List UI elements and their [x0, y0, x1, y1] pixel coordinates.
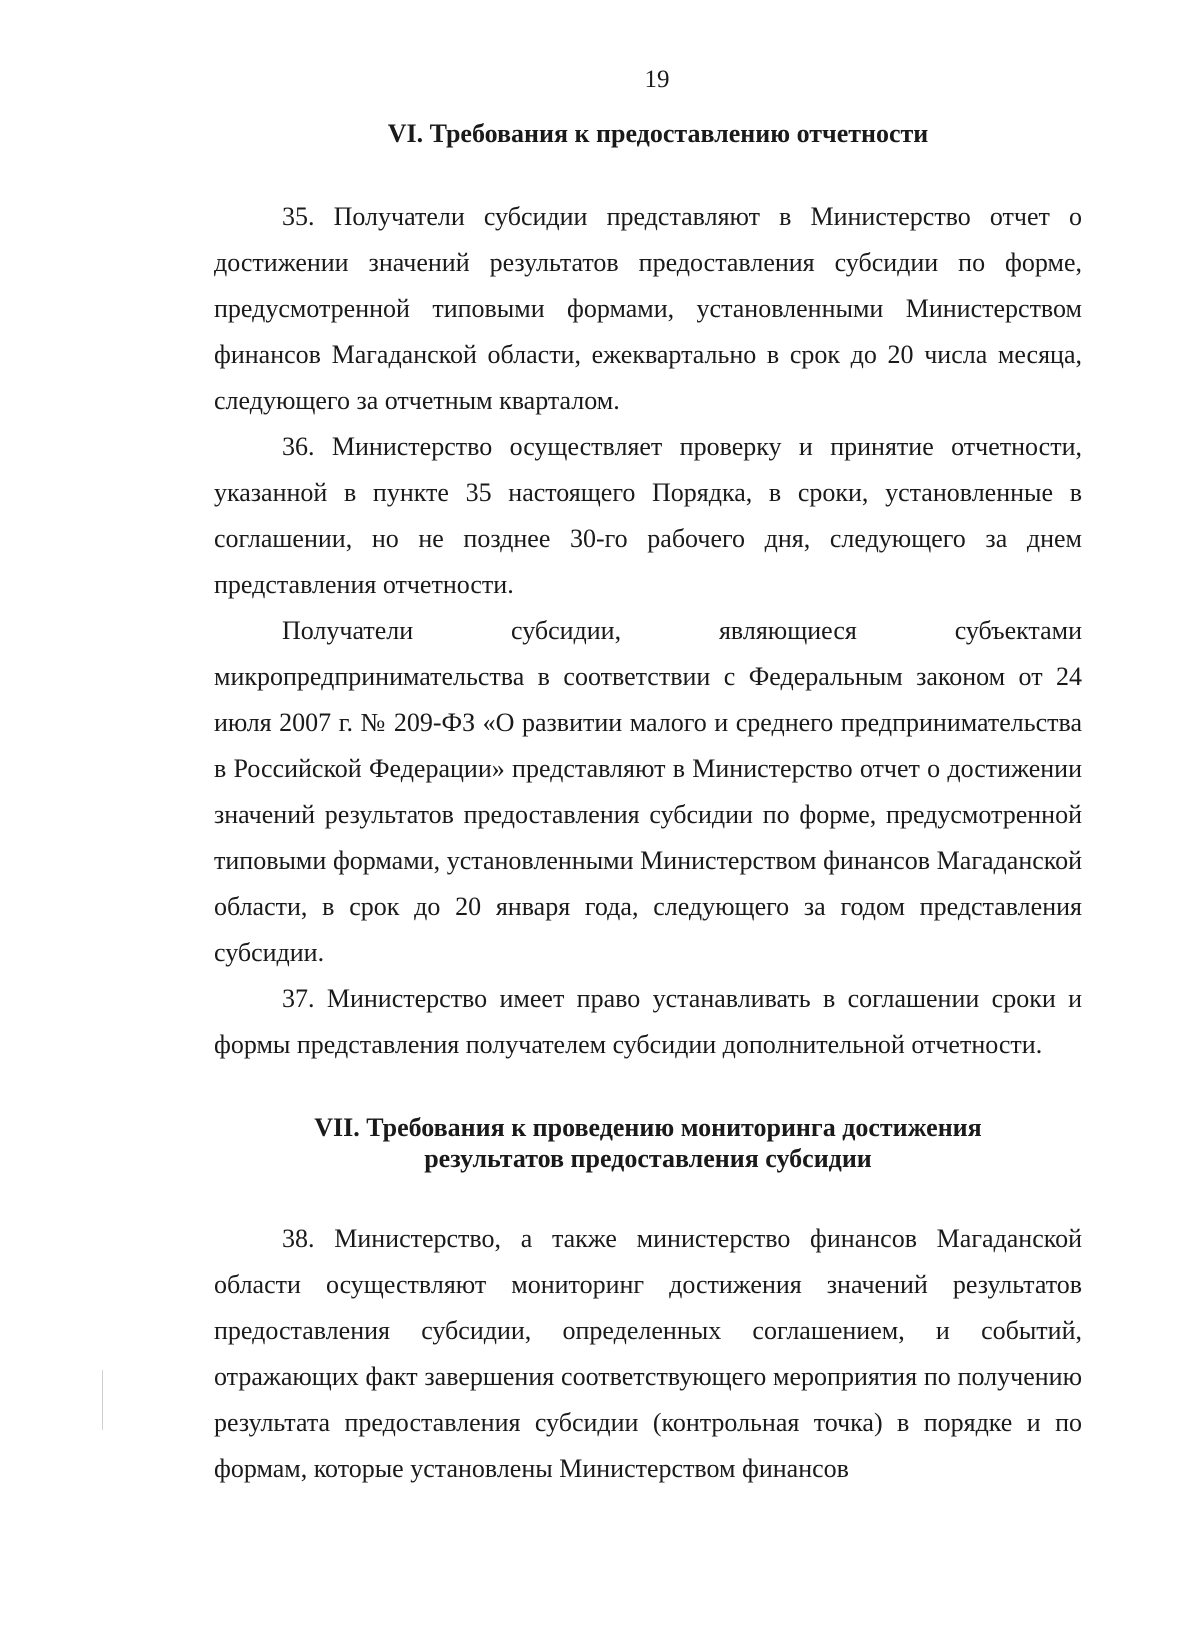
page-content: [214, 118, 1082, 1492]
paragraph-36: 36. Министерство осуществляет проверку и принятие отчетности, указанной в пункте 35 настоящего Порядка, в сроки, установленные в соглашении, но не позднее 30-го рабочего дня, следующего за днем представления отчетности.: [214, 432, 1082, 599]
section-7-heading: [214, 1112, 1082, 1174]
paragraph-38: 38. Министерство, а также министерство финансов Магаданской области осуществляют мониторинг достижения значений результатов предоставления субсидии, определенных соглашением, и событий, отражающих факт завершения соответствующего мероприятия по получению результата предоставления субсидии (контрольная точка) в порядке и по формам, которые установлены Министерством финансов: [214, 1224, 1082, 1483]
section-7-heading-line-2: результатов предоставления субсидии: [424, 1144, 872, 1173]
section-6-heading: VI. Требования к предоставлению отчетности: [387, 119, 929, 148]
page-number: 19: [644, 66, 670, 93]
paragraph-35: 35. Получатели субсидии представляют в Министерство отчет о достижении значений результатов предоставления субсидии по форме, предусмотренной типовыми формами, установленными Министерством финансов Магаданской области, ежеквартально в срок до 20 числа месяца, следующего за отчетным кварталом.: [214, 202, 1082, 415]
paragraph-37: 37. Министерство имеет право устанавливать в соглашении сроки и формы представления получателем субсидии дополнительной отчетности.: [214, 984, 1082, 1059]
paragraph-36-microenterprise: Получатели субсидии, являющиеся субъектами микропредпринимательства в соответствии с Федеральным законом от 24 июля 2007 г. № 209-ФЗ «О развитии малого и среднего предпринимательства в Российской Федерации» представляют в Министерство отчет о достижении значений результатов предоставления субсидии по форме, предусмотренной типовыми формами, установленными Министерством финансов Магаданской области, в срок до 20 января года, следующего за годом представления субсидии.: [214, 616, 1082, 967]
section-7-heading-line-1: VII. Требования к проведению мониторинга достижения: [314, 1113, 982, 1142]
scan-margin-mark: [102, 1370, 103, 1430]
